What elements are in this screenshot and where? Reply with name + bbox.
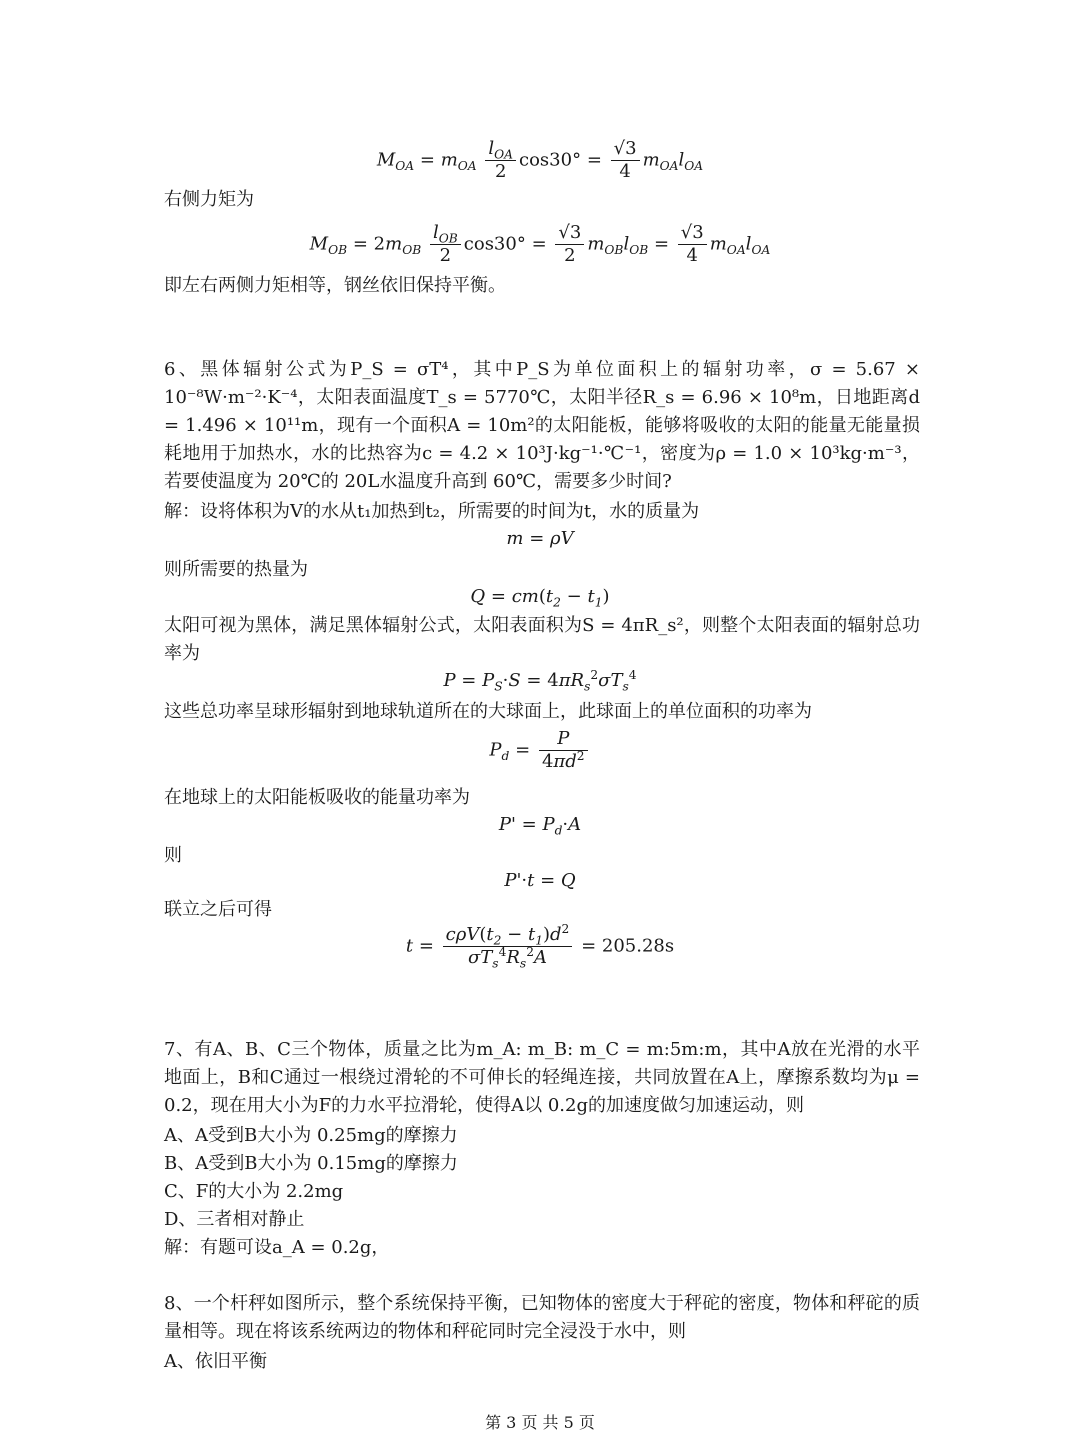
question-8: 8、一个杆秤如图所示，整个系统保持平衡，已知物体的密度大于秤砣的密度，物体和秤砣的质量相等。现在将该系统两边的物体和秤砣同时完全浸没于水中，则 (164, 1293, 920, 1342)
question-7-option-a: A、A受到B大小为 0.25mg的摩擦力 (164, 1125, 458, 1146)
question-8-option-a: A、依旧平衡 (164, 1351, 267, 1372)
equation-moment-ob: $M_{OB} = 2m_{OB}$ $\frac{l_{OB}}{2}$ cos30° = $\frac{√3}{2}$ $m_{OB}l_{OB}$ = $\frac{√3}{4}$ $m_{OA}l_{OA}$ (309, 222, 771, 266)
solution-6-line-1: 解：设将体积为V的水从t₁加热到t₂，所需要的时间为t，水的质量为 (164, 501, 700, 522)
solution-6-line-3: 太阳可视为黑体，满足黑体辐射公式，太阳表面积为S = 4πR_s²，则整个太阳表面的辐射总功率为 (164, 615, 920, 664)
equation-total-power: $P = P_S\cdot S = 4\pi R_s^2\sigma T_s^4$ (443, 668, 637, 694)
result-value: 205.28s (601, 935, 675, 957)
conclusion-q5: 即左右两侧力矩相等，钢丝依旧保持平衡。 (164, 275, 506, 296)
solution-6-line-2: 则所需要的热量为 (164, 559, 308, 580)
equation-time-result: t = $\frac{c\rho V(t_2 - t_1)d^2}{\sigma T_s^4R_s^2A}$ = 205.28s (405, 922, 675, 971)
equation-energy: P'·t = Q (504, 870, 576, 891)
equation-panel-power: $P' = P_d\cdot A$ (498, 814, 582, 838)
equation-power-density: $P_d$ = $\frac{P}{4\pi d^2}$ (0, 728, 1080, 773)
equation-moment-oa: $M_{OA} = m_{OA}$ $\frac{l_{OA}}{2}$ cos30° = $\frac{√3}{4}$ $m_{OA}l_{OA}$ (376, 138, 704, 182)
question-7-option-b: B、A受到B大小为 0.15mg的摩擦力 (164, 1153, 458, 1174)
solution-6-line-4: 这些总功率呈球形辐射到地球轨道所在的大球面上，此球面上的单位面积的功率为 (164, 701, 812, 722)
page-footer: 第 3 页 共 5 页 (485, 1413, 595, 1432)
equation-mass: m = ρV (506, 528, 574, 549)
question-7: 7、有A、B、C三个物体，质量之比为m_A: m_B: m_C = m:5m:m，其中A放在光滑的水平地面上，B和C通过一根绕过滑轮的不可伸长的轻绳连接，共同放置在A上，摩擦系数均为μ = 0.2，现在用大小为F的力水平拉滑轮，使得A以 0.2g的加速度做匀加速运动，则 (164, 1039, 920, 1116)
question-7-option-d: D、三者相对静止 (164, 1209, 305, 1230)
question-7-option-c: C、F的大小为 2.2mg (164, 1181, 344, 1202)
equation-heat: $Q = cm(t_2 - t_1)$ (470, 586, 610, 610)
solution-7: 解：有题可设a_A = 0.2g， (164, 1237, 390, 1258)
solution-6-line-6: 则 (164, 845, 182, 866)
question-6: 6、黑体辐射公式为P_S = σT⁴，其中P_S为单位面积上的辐射功率，σ = 5.67 × 10⁻⁸W·m⁻²·K⁻⁴，太阳表面温度T_s = 5770℃，太阳半径R_s = 6.96 × 10⁸m，日地距离d = 1.496 × 10¹¹m，现有一个面积A = 10m²的太阳能板，能够将吸收的太阳的能量无能量损耗地用于加热水，水的比热容为c = 4.2 × 10³J·kg⁻¹·℃⁻¹，密度为ρ = 1.0 × 10³kg·m⁻³，若要使温度为 20℃的 20L水温度升高到 60℃，需要多少时间? (164, 359, 920, 492)
right-moment-label: 右侧力矩为 (164, 189, 254, 210)
solution-6-line-5: 在地球上的太阳能板吸收的能量功率为 (164, 787, 470, 808)
solution-6-line-7: 联立之后可得 (164, 899, 272, 920)
